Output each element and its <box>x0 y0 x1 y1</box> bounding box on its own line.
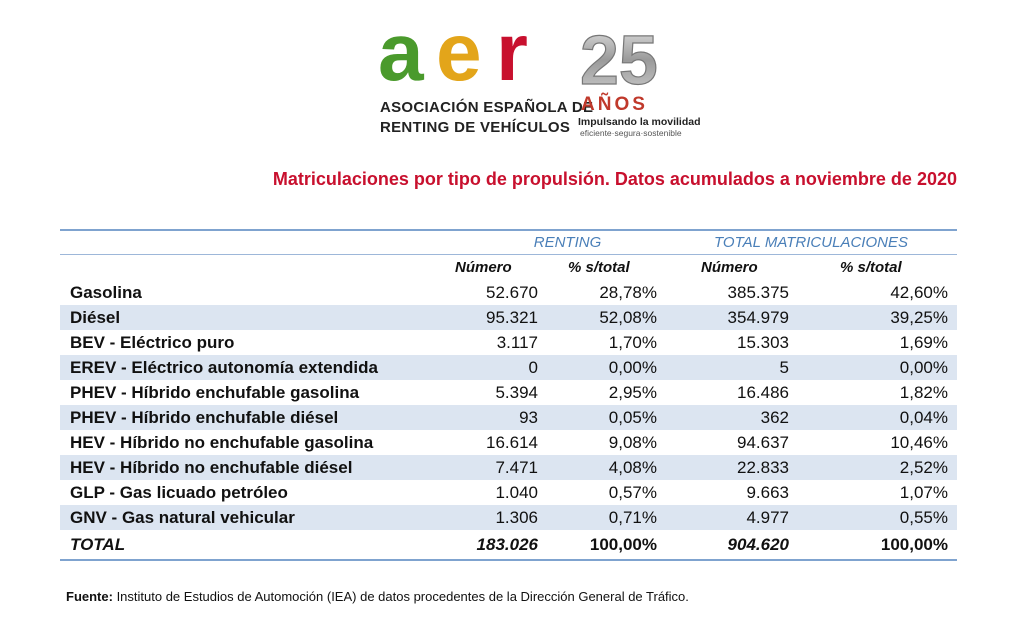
row-label: PHEV - Híbrido enchufable gasolina <box>70 383 360 402</box>
total-renting-number: 183.026 <box>476 535 538 554</box>
renting-percent: 0,00% <box>608 358 657 377</box>
renting-number: 16.614 <box>486 433 538 452</box>
table-row <box>60 355 957 380</box>
renting-number: 52.670 <box>486 283 538 302</box>
aer-logo <box>378 18 701 138</box>
renting-number: 5.394 <box>495 383 538 402</box>
table-row <box>60 330 957 355</box>
renting-number: 1.040 <box>495 483 538 502</box>
group-header-total: TOTAL MATRICULACIONES <box>714 234 908 251</box>
total-number: 94.637 <box>737 433 789 452</box>
table-row <box>60 380 957 405</box>
renting-percent: 0,57% <box>608 483 657 502</box>
renting-percent: 28,78% <box>599 283 657 302</box>
row-label: Diésel <box>70 308 121 327</box>
total-percent: 0,00% <box>899 358 948 377</box>
logo-subtitle <box>380 98 593 138</box>
group-header-renting: RENTING <box>533 234 602 251</box>
table-row <box>60 455 957 480</box>
page-title: Matriculaciones por tipo de propulsión. Datos acumulados a noviembre de 2020 <box>272 169 957 189</box>
renting-number: 3.117 <box>496 333 538 352</box>
row-label: GLP - Gas licuado petróleo <box>70 483 288 502</box>
total-number: 15.303 <box>737 333 789 352</box>
anniversary-number: 25 <box>580 22 658 94</box>
total-percent: 1,69% <box>899 333 948 352</box>
logo-letter-e: e <box>436 18 482 88</box>
renting-number: 7.471 <box>495 458 538 477</box>
table-row <box>60 405 957 430</box>
total-percent: 39,25% <box>890 308 948 327</box>
subheader-numero-total: Número <box>701 259 758 276</box>
table-total-row <box>60 532 957 557</box>
logo-subtitle-line2: RENTING DE VEHÍCULOS <box>380 119 571 136</box>
total-percent: 1,82% <box>899 383 948 402</box>
total-percent: 1,07% <box>899 483 948 502</box>
group-header-rule <box>60 254 957 255</box>
logo-letter-a: a <box>378 18 424 88</box>
table-row <box>60 305 957 330</box>
total-number: 354.979 <box>727 308 789 327</box>
renting-percent: 1,70% <box>608 333 657 352</box>
total-number: 385.375 <box>727 283 789 302</box>
renting-percent: 2,95% <box>608 383 657 402</box>
total-number: 4.977 <box>746 508 789 527</box>
source-label: Fuente: <box>66 589 113 604</box>
renting-number: 95.321 <box>486 308 538 327</box>
logo-letter-r: r <box>496 18 528 88</box>
total-percent: 42,60% <box>890 283 948 302</box>
table-top-rule <box>60 229 957 231</box>
subheader-numero-renting: Número <box>455 259 512 276</box>
total-number: 362 <box>760 408 789 427</box>
anniversary-word: AÑOS <box>581 94 648 115</box>
total-percent: 2,52% <box>899 458 948 477</box>
logo-subtitle-line1: ASOCIACIÓN ESPAÑOLA DE <box>380 99 594 116</box>
renting-number: 93 <box>519 408 538 427</box>
total-number: 22.833 <box>737 458 789 477</box>
table-row <box>60 480 957 505</box>
row-label: EREV - Eléctrico autonomía extendida <box>70 358 378 377</box>
table-row <box>60 280 957 305</box>
table-bottom-rule <box>60 559 957 561</box>
total-number: 16.486 <box>737 383 789 402</box>
total-percent: 0,55% <box>899 508 948 527</box>
renting-percent: 4,08% <box>608 458 657 477</box>
row-label: BEV - Eléctrico puro <box>70 333 235 352</box>
total-total-number: 904.620 <box>727 535 789 554</box>
source-text: Instituto de Estudios de Automoción (IEA) de datos procedentes de la Dirección General de Tráfico. <box>112 589 689 604</box>
renting-percent: 0,71% <box>608 508 657 527</box>
row-label: PHEV - Híbrido enchufable diésel <box>70 408 339 427</box>
table-row <box>60 505 957 530</box>
anniversary-badge <box>578 22 701 138</box>
row-label: Gasolina <box>70 283 142 302</box>
renting-number: 1.306 <box>495 508 538 527</box>
subheader-pct-renting: % s/total <box>568 259 630 276</box>
total-percent: 0,04% <box>899 408 948 427</box>
renting-percent: 9,08% <box>608 433 657 452</box>
total-number: 9.663 <box>746 483 789 502</box>
total-renting-percent: 100,00% <box>589 535 657 554</box>
logo-tagline: Impulsando la movilidad <box>578 116 701 128</box>
renting-percent: 52,08% <box>599 308 657 327</box>
renting-percent: 0,05% <box>608 408 657 427</box>
subheader-pct-total: % s/total <box>840 259 902 276</box>
aer-letters-logo <box>378 18 558 88</box>
row-label: HEV - Híbrido no enchufable diésel <box>70 458 353 477</box>
row-label: GNV - Gas natural vehicular <box>70 508 295 527</box>
anniversary-number-graphic <box>578 22 688 94</box>
row-label: HEV - Híbrido no enchufable gasolina <box>70 433 374 452</box>
source-note <box>66 589 689 604</box>
total-percent: 10,46% <box>890 433 948 452</box>
logo-tagline-sub: eficiente·segura·sostenible <box>580 128 682 138</box>
total-number: 5 <box>779 358 789 377</box>
table-row <box>60 430 957 455</box>
total-total-percent: 100,00% <box>880 535 948 554</box>
total-label: TOTAL <box>70 535 126 554</box>
renting-number: 0 <box>528 358 538 377</box>
